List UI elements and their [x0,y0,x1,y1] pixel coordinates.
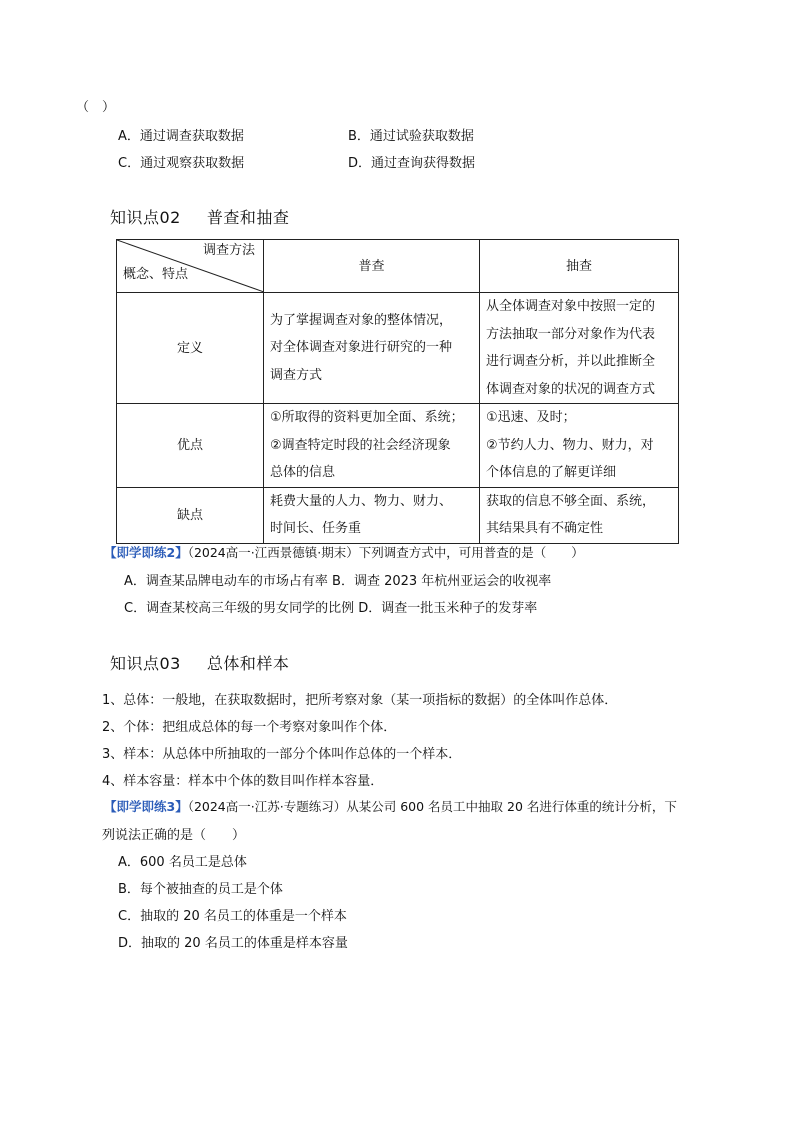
header-concept-label: 概念、特点 [123,267,189,282]
practice-tag: 【即学即练2】 [104,545,188,560]
definition-census [264,293,480,404]
text-line: 个体信息的了解更详细 [486,465,617,480]
section-heading: 普查和抽查 [206,208,290,227]
text-line: 为了掌握调查对象的整体情况， [270,312,453,328]
section-title-02 [110,205,289,228]
col-header-census: 普查 [264,240,480,293]
text-line: 总体的信息 [270,465,336,480]
practice-question: 下列调查方式中，可用普查的是（ ） [358,545,584,560]
definition-sampling [480,293,679,404]
text-line: 进行调查分析，并以此推断全 [486,354,656,369]
text-line: ②调查特定时段的社会经济现象 [270,437,451,453]
option-c: C．通过观察获取数据 [118,156,245,171]
practice-3-option-d: D．抽取的 20 名员工的体重是样本容量 [118,936,348,951]
definition-individual: 2、个体：把组成总体的每一个考察对象叫作个体． [102,720,397,735]
header-method-label: 调查方法 [202,243,255,258]
practice-2-options-ab: A．调查某品牌电动车的市场占有率 B．调查 2023 年杭州亚运会的收视率 [124,574,552,589]
text-line: 对全体调查对象进行研究的一种 [270,340,453,356]
definition-sample: 3、样本：从总体中所抽取的一部分个体叫作总体的一个样本． [102,747,462,762]
disadvantages-census [264,487,480,543]
text-line: 其结果具有不确定性 [486,521,604,536]
practice-3-option-c: C．抽取的 20 名员工的体重是一个样本 [118,909,347,924]
text-line: 调查方式 [270,367,323,383]
text-line: 获取的信息不够全面、系统， [486,493,656,509]
text-line: 从全体调查对象中按照一定的 [486,299,656,314]
col-header-sampling: 抽查 [480,240,679,293]
section-number: 知识点03 [110,654,181,673]
text-line: 时间长、任务重 [270,521,362,536]
practice-source: （2024高一·江西景德镇·期末） [187,545,359,560]
section-number: 知识点02 [110,208,181,227]
text-line: ②节约人力、物力、财力，对 [486,437,654,453]
row-label-disadvantages: 缺点 [117,487,264,543]
option-d: D．通过查询获得数据 [348,156,476,171]
row-label-advantages: 优点 [117,404,264,488]
table-corner-header [117,240,264,293]
practice-3-option-b: B．每个被抽查的员工是个体 [118,882,283,897]
disadvantages-sampling [480,487,679,543]
advantages-census [264,404,480,488]
text-line: 方法抽取一部分对象作为代表 [486,326,656,342]
practice-source: （2024高一·江苏·专题练习） [187,799,347,814]
practice-2-stem [104,543,584,561]
practice-3-stem [104,797,677,815]
practice-tag: 【即学即练3】 [104,799,188,814]
text-line: ①迅速、及时； [486,410,576,425]
section-heading: 总体和样本 [206,654,290,673]
advantages-sampling [480,404,679,488]
practice-3-stem-cont: 列说法正确的是（ ） [102,828,246,843]
practice-3-option-a: A．600 名员工是总体 [118,855,247,870]
row-label-definition: 定义 [117,293,264,404]
option-b: B．通过试验获取数据 [348,129,474,144]
section-title-03 [110,651,289,674]
option-a: A．通过调查获取数据 [118,129,244,144]
definition-population: 1、总体：一般地，在获取数据时，把所考察对象（某一项指标的数据）的全体叫作总体． [102,693,618,708]
census-vs-sampling-table [116,239,679,544]
text-line: ①所取得的资料更加全面、系统； [270,410,464,425]
text-line: 体调查对象的状况的调查方式 [486,381,656,397]
text-line: 耗费大量的人力、物力、财力、 [270,493,453,509]
practice-question: 从某公司 600 名员工中抽取 20 名进行体重的统计分析，下 [346,799,677,814]
practice-2-options-cd: C．调查某校高三年级的男女同学的比例 D．调查一批玉米种子的发芽率 [124,601,538,616]
definition-sample-size: 4、样本容量：样本中个体的数目叫作样本容量． [102,774,384,789]
question-paren: （ ） [76,100,116,115]
